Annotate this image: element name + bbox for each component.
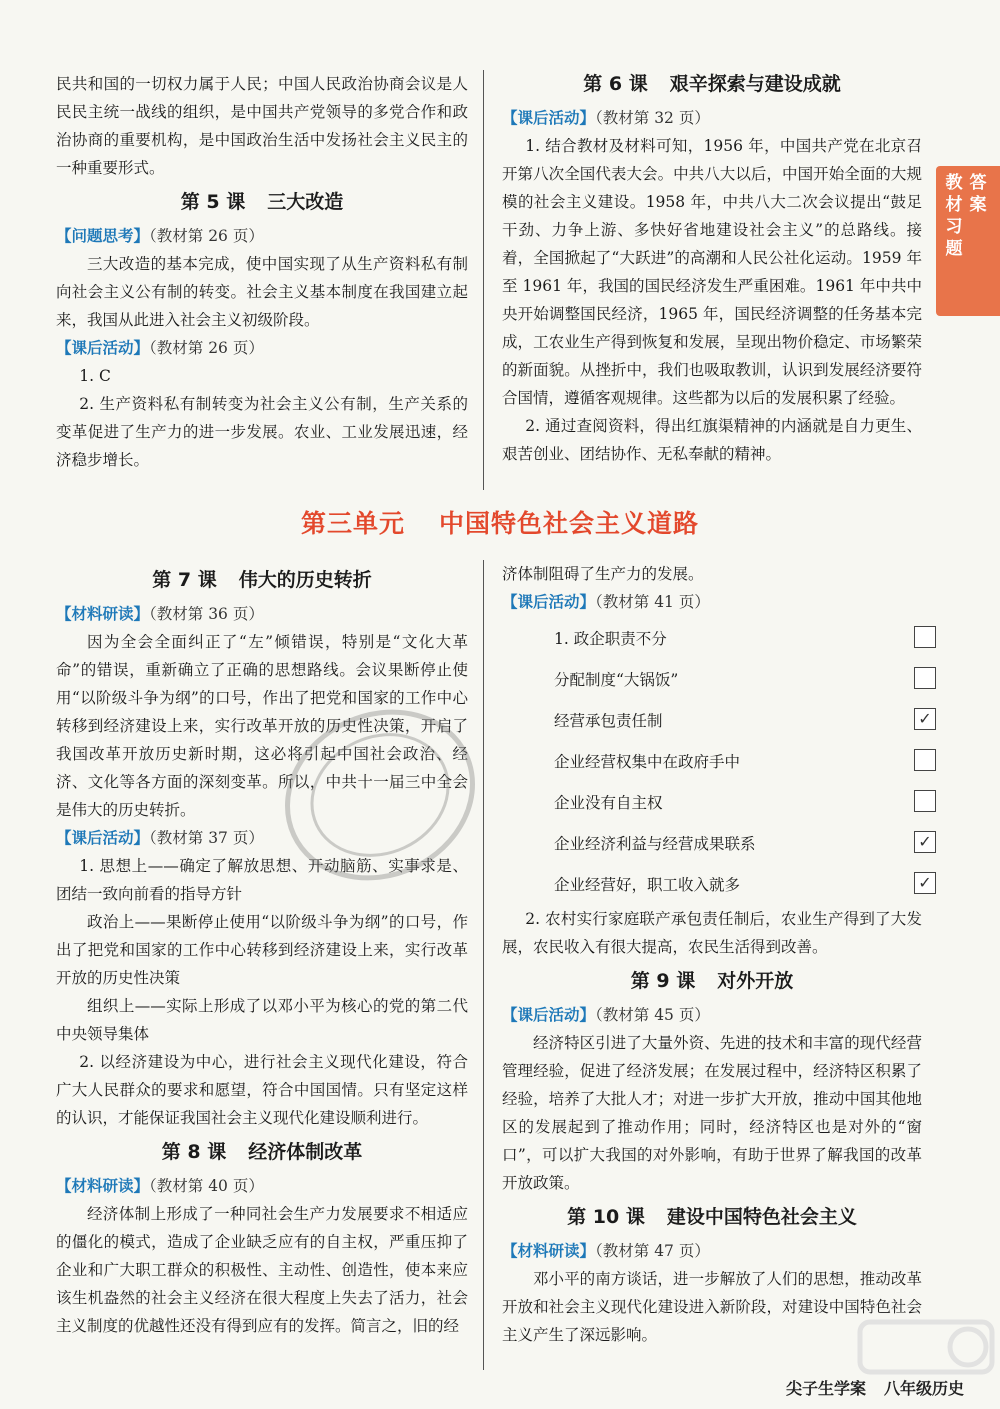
checklist-row xyxy=(502,618,922,659)
checklist-row xyxy=(502,782,922,823)
page-ref: （教材第 26 页） xyxy=(149,339,264,357)
answer-item-1: 1. 思想上——确定了解放思想、开动脑筋、实事求是、团结一致向前看的指导方针 xyxy=(56,857,468,903)
tag-question: 【问题思考】 xyxy=(56,227,150,245)
answer-item-1: 1. 结合教材及材料可知，1956 年，中国共产党在北京召开第八次全国代表大会。中共八大以后，中国开始全面的大规模的社会主义建设。1958 年，中共八大二次会议提出“鼓足干劲、力争上游、多快好省地建设社会主义”的总路线。接着，全国掀起了“大跃进”的高潮和人民公社化运动。1959 年至 1961 年，我国的国民经济发生严重困难。1961 年中共中央开始调整国民经济，1965 年，国民经济调整的任务基本完成，工农业生产得到恢复和发展，呈现出物价稳定、市场繁荣的新面貌。从挫折中，我们也吸取教训，认识到发展经济要符合国情，遵循客观规律。这些都为以后的发展积累了经验。 xyxy=(502,137,922,407)
section-header xyxy=(56,824,468,852)
page-ref: （教材第 26 页） xyxy=(149,227,264,245)
page-ref: （教材第 45 页） xyxy=(595,1006,710,1024)
lesson-number: 第 8 课 xyxy=(161,1141,227,1163)
answer-paragraph: 三大改造的基本完成，使中国实现了从生产资料私有制向社会主义公有制的转变。社会主义基本制度在我国建立起来，我国从此进入社会主义初级阶段。 xyxy=(56,255,468,329)
answer-item-2: 2. 生产资料私有制转变为社会主义公有制，生产关系的变革促进了生产力的进一步发展。农业、工业发展迅速，经济稳步增长。 xyxy=(56,395,468,469)
checklist-label: 企业经营权集中在政府手中 xyxy=(554,752,741,771)
page-ref: （教材第 41 页） xyxy=(595,593,710,611)
lesson-name: 三大改造 xyxy=(267,191,344,213)
lesson-9-title xyxy=(502,963,922,999)
lesson-6-title xyxy=(502,66,922,102)
column-divider-top xyxy=(483,70,484,490)
lesson-number: 第 10 课 xyxy=(567,1206,645,1228)
page-ref: （教材第 36 页） xyxy=(149,605,264,623)
page-ref: （教材第 47 页） xyxy=(595,1242,710,1260)
footer-grade: 八年级历史 xyxy=(883,1379,964,1398)
intro-paragraph: 民共和国的一切权力属于人民；中国人民政治协商会议是人民民主统一战线的组织，是中国共产党领导的多党合作和政治协商的重要机构，是中国政治生活中发扬社会主义民主的一种重要形式。 xyxy=(56,75,468,177)
answer-paragraph: 因为全会全面纠正了“左”倾错误，特别是“文化大革命”的错误，重新确立了正确的思想路线。会议果断停止使用“以阶级斗争为纲”的口号，作出了把党和国家的工作中心转移到经济建设上来，实行改革开放的历史性决策，开启了我国改革开放历史新时期，这必将引起中国社会政治、经济、文化等各方面的深刻变革。所以，中共十一届三中全会是伟大的历史转折。 xyxy=(56,633,468,819)
checklist-row xyxy=(502,864,932,905)
lesson-number: 第 7 课 xyxy=(152,569,217,591)
tag-activity: 【课后活动】 xyxy=(502,1006,596,1024)
page-ref: （教材第 32 页） xyxy=(595,109,710,127)
checklist-label: 企业经济利益与经营成果联系 xyxy=(554,834,756,853)
page-ref: （教材第 40 页） xyxy=(149,1177,264,1195)
checkbox[interactable]: ✓ xyxy=(914,872,936,894)
answer-item-2: 2. 以经济建设为中心，进行社会主义现代化建设，符合广大人民群众的要求和愿望，符合中国国情。只有坚定这样的认识，才能保证我国社会主义现代化建设顺利进行。 xyxy=(56,1053,468,1127)
side-tab-text-2: 答案 xyxy=(969,173,987,215)
checkbox[interactable]: ✓ xyxy=(914,708,936,730)
lesson-5-title xyxy=(56,184,468,220)
section-header xyxy=(56,222,468,250)
answer-item-1: 1. C xyxy=(79,367,111,385)
lesson-8-title xyxy=(56,1134,468,1170)
tag-activity: 【课后活动】 xyxy=(56,339,150,357)
section-header xyxy=(56,600,468,628)
lesson-number: 第 9 课 xyxy=(630,970,696,992)
unit-number: 第三单元 xyxy=(300,509,405,538)
answer-paragraph: 经济体制上形成了一种同社会生产力发展要求不相适应的僵化的模式，造成了企业缺乏应有的自主权，严重压抑了企业和广大职工群众的积极性、主动性、创造性，使本来应该生机盎然的社会主义经济在很大程度上失去了活力，社会主义制度的优越性还没有得到应有的发挥。简言之，旧的经 xyxy=(56,1205,468,1335)
checklist xyxy=(502,618,932,905)
side-tab-text-1: 教材习题 xyxy=(945,173,963,259)
tag-material: 【材料研读】 xyxy=(56,605,150,623)
lesson-name: 艰辛探索与建设成就 xyxy=(669,73,841,95)
page-ref: （教材第 37 页） xyxy=(149,829,264,847)
lesson-name: 对外开放 xyxy=(717,970,794,992)
checkbox[interactable]: ✓ xyxy=(914,831,936,853)
section-header xyxy=(56,1172,468,1200)
checklist-row xyxy=(502,741,922,782)
tag-activity: 【课后活动】 xyxy=(56,829,150,847)
answer-logo-icon xyxy=(856,1312,996,1382)
tag-activity: 【课后活动】 xyxy=(502,109,596,127)
section-header xyxy=(502,1237,922,1265)
lesson-10-title xyxy=(502,1199,922,1235)
answer-item-1b: 政治上——果断停止使用“以阶级斗争为纲”的口号，作出了把党和国家的工作中心转移到经济建设上来，实行改革开放的历史性决策 xyxy=(56,913,468,987)
unit-title xyxy=(0,504,1000,540)
tag-material: 【材料研读】 xyxy=(56,1177,150,1195)
checklist-label: 1. 政企职责不分 xyxy=(554,629,667,648)
checklist-label: 企业经营好，职工收入就多 xyxy=(554,875,741,894)
left-top-column xyxy=(56,70,468,474)
tag-activity: 【课后活动】 xyxy=(502,593,596,611)
side-tab-answers xyxy=(936,166,1000,316)
checklist-label: 分配制度“大锅饭” xyxy=(554,670,679,689)
lesson-7-title xyxy=(56,562,468,598)
checklist-row xyxy=(502,659,922,700)
checkbox[interactable] xyxy=(914,626,936,648)
lesson-number: 第 5 课 xyxy=(180,191,246,213)
page-footer xyxy=(786,1376,964,1399)
checklist-row xyxy=(502,823,932,864)
lesson-name: 经济体制改革 xyxy=(248,1141,363,1163)
checklist-label: 企业没有自主权 xyxy=(554,793,663,812)
tag-material: 【材料研读】 xyxy=(502,1242,596,1260)
section-header xyxy=(56,334,468,362)
lesson-number: 第 6 课 xyxy=(583,73,648,95)
checkbox[interactable] xyxy=(914,667,936,689)
section-header xyxy=(502,104,922,132)
checkbox[interactable] xyxy=(914,790,936,812)
right-bottom-column xyxy=(502,560,932,1349)
checklist-label: 经营承包责任制 xyxy=(554,711,663,730)
lesson-name: 伟大的历史转折 xyxy=(238,569,372,591)
section-header xyxy=(502,588,922,616)
unit-name: 中国特色社会主义道路 xyxy=(439,509,700,538)
answer-paragraph: 经济特区引进了大量外资、先进的技术和丰富的现代经营管理经验，促进了经济发展；在发展过程中，经济特区积累了经验，培养了大批人才；对进一步扩大开放，推动中国其他地区的发展起到了推动作用；同时，经济特区也是对外的“窗口”，可以扩大我国的对外影响，有助于世界了解我国的改革开放政策。 xyxy=(502,1034,922,1192)
checklist-row xyxy=(502,700,932,741)
lesson-name: 建设中国特色社会主义 xyxy=(666,1206,857,1228)
left-bottom-column xyxy=(56,560,468,1340)
answer-item-1c: 组织上——实际上形成了以邓小平为核心的党的第二代中央领导集体 xyxy=(56,997,468,1043)
answer-item-2: 2. 通过查阅资料，得出红旗渠精神的内涵就是自力更生、艰苦创业、团结协作、无私奉献的精神。 xyxy=(502,417,922,463)
continued-text: 济体制阻碍了生产力的发展。 xyxy=(502,565,704,583)
right-top-column xyxy=(502,64,922,468)
footer-book-title: 尖子生学案 xyxy=(785,1379,866,1398)
answer-item-2: 2. 农村实行家庭联产承包责任制后，农业生产得到了大发展，农民收入有很大提高，农民生活得到改善。 xyxy=(502,910,922,956)
column-divider-bottom xyxy=(483,560,484,1370)
section-header xyxy=(502,1001,922,1029)
checkbox[interactable] xyxy=(914,749,936,771)
answer-paragraph: 邓小平的南方谈话，进一步解放了人们的思想，推动改革开放和社会主义现代化建设进入新阶段，对建设中国特色社会主义产生了深远影响。 xyxy=(502,1270,922,1344)
